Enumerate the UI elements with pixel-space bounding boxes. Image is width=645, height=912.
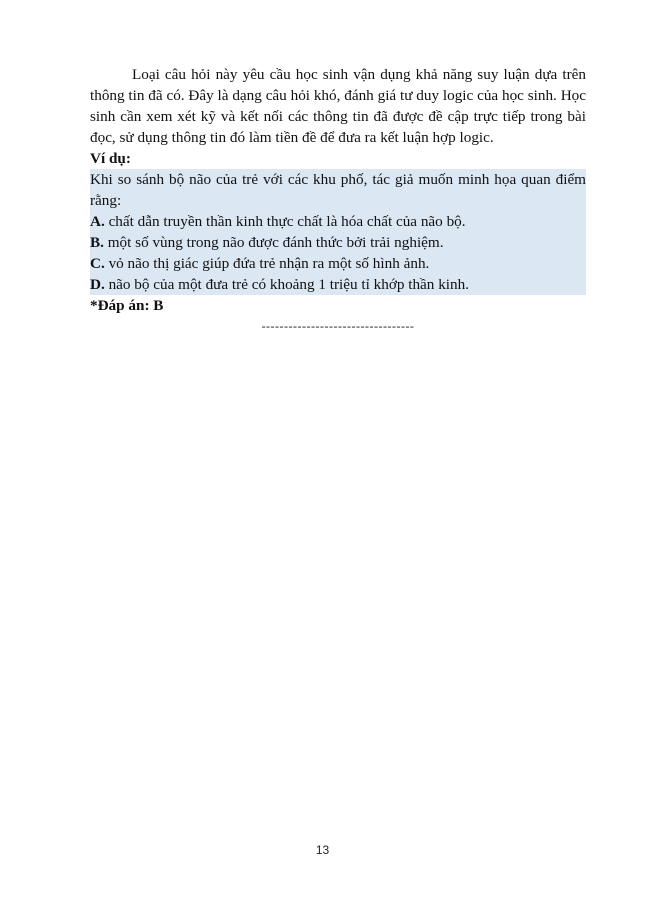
option-b — [90, 232, 586, 253]
option-text: vỏ não thị giác giúp đứa trẻ nhận ra một số hình ảnh. — [108, 255, 430, 272]
option-text: một số vùng trong não được đánh thức bởi trải nghiệm. — [107, 234, 444, 251]
intro-paragraph: Loại câu hỏi này yêu cầu học sinh vận dụng khả năng suy luận dựa trên thông tin đã có. Đây là dạng câu hỏi khó, đánh giá tư duy logic của học sinh. Học sinh cần xem xét kỹ và kết nối các thông tin đã được đề cập trực tiếp trong bài đọc, sử dụng thông tin đó làm tiền đề để đưa ra kết luận hợp logic. — [90, 66, 586, 146]
answer-text: *Đáp án: B — [90, 297, 164, 314]
option-c — [90, 253, 586, 274]
question-text: Khi so sánh bộ não của trẻ với các khu phố, tác giả muốn minh họa quan điểm rằng: — [90, 171, 586, 209]
option-text: não bộ của một đưa trẻ có khoảng 1 triệu tỉ khớp thần kinh. — [108, 276, 469, 293]
option-a — [90, 211, 586, 232]
option-letter: D. — [90, 276, 105, 293]
option-letter: A. — [90, 213, 105, 230]
page-number: 13 — [315, 843, 330, 857]
option-text: chất dẫn truyền thần kinh thực chất là hóa chất của não bộ. — [108, 213, 466, 230]
example-label: Ví dụ: — [90, 150, 131, 167]
option-letter: C. — [90, 255, 105, 272]
page-content — [90, 64, 586, 334]
option-d — [90, 274, 586, 295]
option-letter: B. — [90, 234, 104, 251]
example-box — [90, 169, 586, 295]
separator-line: ---------------------------------- — [261, 319, 415, 333]
